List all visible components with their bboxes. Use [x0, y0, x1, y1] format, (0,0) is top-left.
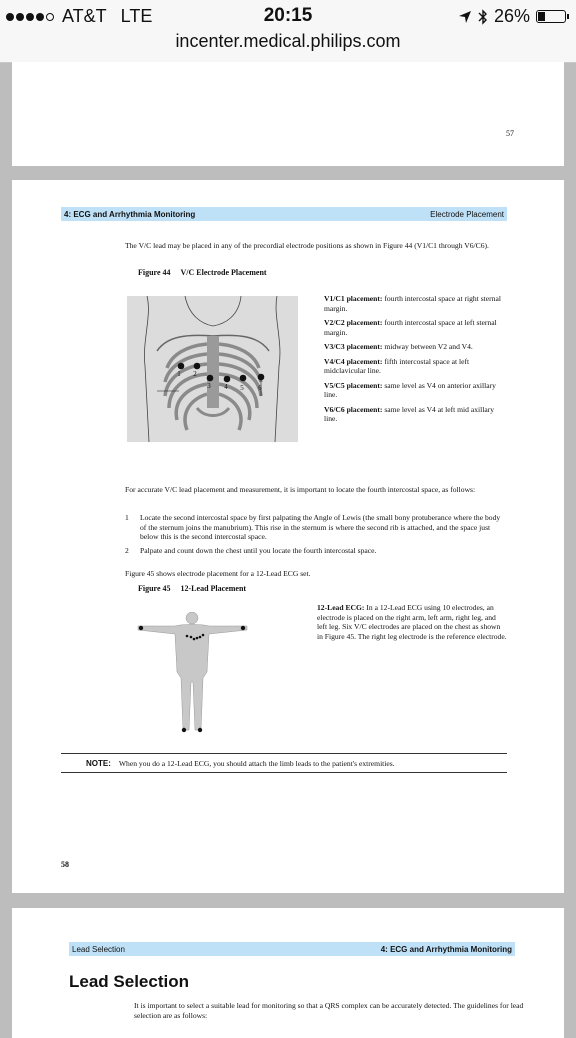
intro-paragraph: The V/C lead may be placed in any of the precordial electrode positions as shown in Figure 44 (V1/C1 through V6/C6). [125, 241, 489, 250]
electrode-label: 6 [258, 384, 262, 392]
lead-selection-paragraph: It is important to select a suitable lead for monitoring so that a QRS complex can be accurately detected. The guidelines for lead selection are as follows: [134, 1001, 524, 1020]
pdf-page-58 [12, 180, 564, 893]
step-item: 1 Locate the second intercostal space by first palpating the Angle of Lewis (the small bony protuberance where the body of the sternum joins the manubrium). This rise in the sternum is where the second rib is attached, and the space just below this is the second intercostal space. [125, 513, 501, 541]
pdf-page-59 [12, 908, 564, 1038]
page-header [69, 942, 515, 956]
note-box [61, 753, 507, 773]
electrode-label: 3 [207, 382, 211, 390]
ecg12-text: In a 12-Lead ECG using 10 electrodes, an electrode is placed on the right arm, left arm, right leg, and left leg. Six V/C electrodes are placed on the chest as shown in Figure 45. The right leg electrode is the reference electrode. [317, 603, 507, 641]
electrode-label: 2 [193, 370, 197, 378]
bluetooth-icon [478, 9, 488, 25]
placement-item: V6/C6 placement: same level as V4 at left mid axillary line. [324, 404, 495, 423]
placement-item: V3/C3 placement: midway between V2 and V4. [324, 342, 473, 351]
clock: 20:15 [263, 5, 313, 26]
status-bar [0, 0, 576, 63]
battery-percent: 26% [493, 6, 530, 26]
ecg12-label: 12-Lead ECG: [317, 603, 365, 612]
placement-item: V5/C5 placement: same level as V4 on anterior axillary line. [324, 380, 496, 399]
figure-45-title: 12-Lead Placement [180, 584, 247, 593]
header-chapter: 4: ECG and Arrhythmia Monitoring [380, 944, 512, 954]
network-type: LTE [120, 6, 153, 26]
figure-45-number: Figure 45 [138, 584, 171, 593]
step-item: 2 Palpate and count down the chest until you locate the fourth intercostal space. [125, 545, 377, 555]
header-chapter: 4: ECG and Arrhythmia Monitoring [64, 209, 196, 219]
figure-44-caption [138, 268, 267, 277]
electrode-label: 1 [177, 370, 181, 378]
note-label: NOTE: [86, 758, 111, 768]
figure-44-title: V/C Electrode Placement [180, 268, 267, 277]
header-section: Lead Selection [72, 944, 125, 954]
figure-44-number: Figure 44 [138, 268, 171, 277]
accuracy-paragraph: For accurate V/C lead placement and measurement, it is important to locate the fourth intercostal space, as follows: [125, 485, 476, 494]
figure-45-reference: Figure 45 shows electrode placement for a 12-Lead ECG set. [125, 569, 311, 578]
ecg12-description [317, 603, 507, 641]
page-number: 58 [61, 860, 69, 869]
electrode-placement-list [324, 294, 504, 424]
carrier-name: AT&T [62, 6, 107, 26]
note-text: When you do a 12-Lead ECG, you should attach the limb leads to the patient's extremities. [118, 758, 395, 768]
battery-icon [536, 10, 566, 23]
chest-electrode-diagram [127, 296, 298, 442]
body-12-lead-diagram [135, 612, 250, 738]
page-number: 57 [506, 129, 514, 138]
placement-item: V2/C2 placement: fourth intercostal space at left sternal margin. [324, 318, 497, 337]
electrode-label: 4 [224, 383, 228, 391]
electrode-label: 5 [240, 384, 244, 392]
pdf-page-57 [12, 62, 564, 166]
placement-item: V1/C1 placement: fourth intercostal space at right sternal margin. [324, 294, 501, 313]
steps-list [125, 513, 505, 557]
address-bar-url[interactable]: incenter.medical.philips.com [175, 31, 401, 51]
page-header [61, 207, 507, 221]
section-title: Lead Selection [69, 972, 189, 991]
location-arrow-icon [458, 10, 472, 24]
status-icons [458, 6, 566, 27]
figure-45-caption [138, 584, 246, 593]
header-section: Electrode Placement [430, 209, 504, 219]
placement-item: V4/C4 placement: fifth intercostal space at left midclavicular line. [324, 356, 470, 375]
